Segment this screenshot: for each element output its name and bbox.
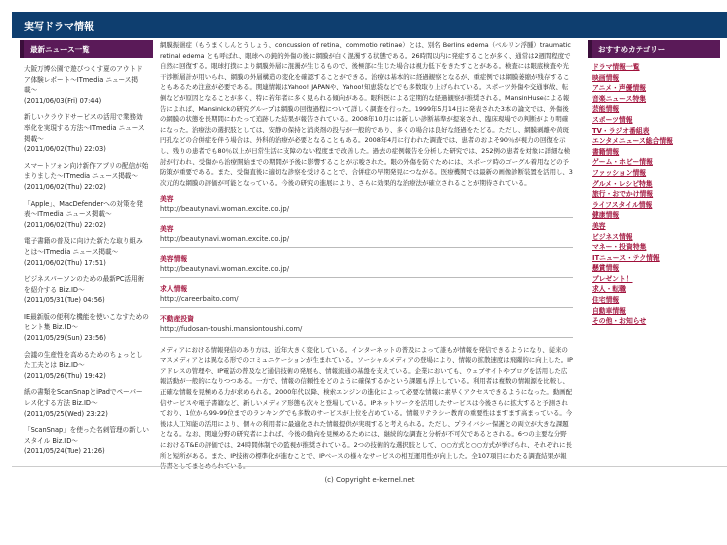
news-title[interactable]: ビジネスパーソンのための最新PC活用術を紹介する Biz.ID〜 <box>24 275 145 294</box>
category-link[interactable]: 芸能情報 <box>592 105 620 114</box>
news-item[interactable] <box>20 112 153 154</box>
category-link[interactable]: 音楽ニュース特集 <box>592 94 647 103</box>
news-date: (2011/06/02(Thu) 22:02) <box>24 182 106 191</box>
main-content <box>160 40 573 478</box>
category-link[interactable]: TV・ラジオ番組表 <box>592 126 650 135</box>
article-body-secondary <box>160 345 573 472</box>
category-link[interactable]: ドラマ情報一覧 <box>592 63 640 71</box>
link-block <box>160 284 573 308</box>
category-link[interactable]: ゲーム・ホビー情報 <box>592 158 653 167</box>
news-title[interactable]: IE最新版の便利な機能を使いこなすためのヒント集 Biz.ID〜 <box>24 312 149 332</box>
category-link[interactable]: その他・お知らせ <box>592 317 647 326</box>
footer-divider <box>12 466 727 467</box>
news-item[interactable] <box>20 274 153 306</box>
link-title[interactable]: 美容 <box>160 195 174 204</box>
news-date: (2011/05/31(Tue) 04:56) <box>24 296 105 305</box>
article-body <box>160 40 573 188</box>
news-title[interactable]: スマートフォン向け新作アプリの配信が始まりました〜ITmedia ニュース掲載〜 <box>24 161 149 181</box>
category-link[interactable]: 自動車情報 <box>592 306 626 315</box>
news-date: (2011/06/02(Thu) 22:03) <box>24 145 106 154</box>
news-item[interactable] <box>20 64 153 106</box>
link-url[interactable]: http://careerbaito.com/ <box>160 295 239 304</box>
link-block <box>160 254 573 278</box>
news-title[interactable]: 新しいクラウドサービスの活用で業務効率化を実現する方法〜ITmedia ニュース掲載〜 <box>24 113 145 143</box>
category-link[interactable]: アニメ・声優情報 <box>592 84 647 93</box>
link-block <box>160 314 573 338</box>
category-link[interactable]: ITニュース・テク情報 <box>592 253 660 262</box>
news-date: (2011/05/29(Sun) 23:56) <box>24 334 106 343</box>
category-sidebar <box>588 40 720 327</box>
link-title[interactable]: 美容情報 <box>160 255 188 264</box>
article-text-secondary: メディアにおける情報発信のあり方は、近年大きく変化している。インターネットの普及によって誰もが情報を発信できるようになり、従来のマスメディアとは異なる形でのコミュニケーションが生まれている。ソーシャルメディアの登場により、情報の拡散速度は飛躍的に向上した。IPアドレスの管理や、IP電話の普及など通信技術の発展も、情報流通の基盤を支えている。企業においても、ウェブサイトやブログを活用した広報活動が一般的になりつつある。一方で、情報の信頼性をどのように確保するかという課題も浮上している。利用者は複数の情報源を比較し、正確な情報を見極める力が求められる。2000年代以降、検索エンジンの進化によって必要な情報に素早くアクセスできるようになった。動画配信サービスや電子書籍など、新しいメディア形態も次々と登場している。IPネットワークを活用したサービスは今後さらに拡大すると予測されており、1位から99-99位までのランキングでも多数のサービスが上位を占めている。情報リテラシー教育の重要性はますます高まっている。今後は人工知能の活用により、個々の利用者に最適化された情報提供が実現すると考えられる。ただし、プライバシー保護との両立が大きな課題となる。なお、関連分野の研究者によれば、今後の動向を見極めるためには、継続的な調査と分析が不可欠であるとされる。6つの主要な分野におけるT&Eの評価では、24時間体制での監視が推奨されている。2つの技術的な選択肢として、○○方式と○○方式が挙げられ、それぞれに長所と短所がある。また、IP技術の標準化が進むことで、IPベースの様々なサービスの相互運用性が向上した。全107項目にわたる調査結果が報告書としてまとめられている。 <box>160 345 573 471</box>
category-link[interactable]: スポーツ情報 <box>592 115 633 124</box>
link-block <box>160 194 573 218</box>
news-date: (2011/06/02(Thu) 17:51) <box>24 258 106 267</box>
news-date: (2011/06/02(Thu) 22:02) <box>24 220 106 229</box>
latest-news-title: 最新ニュース一覧 <box>20 40 153 58</box>
category-link[interactable]: ファッション情報 <box>592 168 647 177</box>
link-block <box>160 224 573 248</box>
link-title[interactable]: 美容 <box>160 225 174 234</box>
news-item[interactable] <box>20 350 153 382</box>
category-link[interactable]: プレゼント！ <box>592 274 633 283</box>
news-title[interactable]: 「ScanSnap」を使った名刺管理の新しいスタイル Biz.ID〜 <box>24 426 149 445</box>
news-title[interactable]: 紙の書類をScanSnapとiPadでペーパーレス化する方法 Biz.ID〜 <box>24 388 143 408</box>
link-url[interactable]: http://beautynavi.woman.excite.co.jp/ <box>160 235 290 244</box>
news-title[interactable]: 電子書籍の普及に向けた新たな取り組みとは〜ITmedia ニュース掲載〜 <box>24 237 143 256</box>
category-link[interactable]: 旅行・おでかけ情報 <box>592 190 654 199</box>
link-url[interactable]: http://fudosan-toushi.mansiontoushi.com/ <box>160 325 303 334</box>
copyright-text: (c) Copyright e-kernel.net <box>324 476 415 484</box>
category-link[interactable]: ビジネス情報 <box>592 232 633 241</box>
news-date: (2011/06/03(Fri) 07:44) <box>24 96 102 105</box>
category-link[interactable]: グルメ・レシピ特集 <box>592 179 653 188</box>
link-title[interactable]: 求人情報 <box>160 285 188 294</box>
news-item[interactable] <box>20 199 153 231</box>
news-item[interactable] <box>20 236 153 268</box>
link-title[interactable]: 不動産投資 <box>160 315 194 324</box>
category-link[interactable]: マネー・投資特集 <box>592 243 647 252</box>
footer <box>12 476 727 484</box>
news-title[interactable]: 大阪万博公園で遊びつくす夏のアウトドア体験レポート〜ITmedia ニュース掲載〜 <box>24 65 143 95</box>
category-link[interactable]: 懸賞情報 <box>592 264 620 273</box>
link-url[interactable]: http://beautynavi.woman.excite.co.jp/ <box>160 205 290 214</box>
news-date: (2011/05/24(Tue) 21:26) <box>24 447 105 456</box>
link-url[interactable]: http://beautynavi.woman.excite.co.jp/ <box>160 265 290 274</box>
category-link[interactable]: 書籍情報 <box>592 147 620 156</box>
news-date: (2011/05/26(Thu) 19:42) <box>24 371 106 380</box>
news-item[interactable] <box>20 312 153 344</box>
category-link[interactable]: 映画情報 <box>592 73 620 82</box>
news-title[interactable]: 会議の生産性を高めるためのちょっとした工夫とは Biz.ID〜 <box>24 350 143 370</box>
site-title[interactable]: 実写ドラマ情報 <box>24 22 94 33</box>
category-link[interactable]: エンタメニュース総合情報 <box>592 137 673 146</box>
category-link[interactable]: 求人・転職 <box>592 285 626 294</box>
news-item[interactable] <box>20 425 153 457</box>
news-title[interactable]: 「Apple」、MacDefenderへの対策を発表〜ITmedia ニュース掲載〜 <box>24 199 143 219</box>
news-date: (2011/05/25(Wed) 23:22) <box>24 409 108 418</box>
news-item[interactable] <box>20 161 153 193</box>
news-item[interactable] <box>20 387 153 419</box>
category-list <box>588 58 720 327</box>
article-text: 網膜振盪症（もうまくしんとうしょう、concussion of retina、commotio retinae）とは、別名 Berlins edema（ベルリン浮腫）traumatic retinal edema とも呼ばれ、眼球への鈍的外傷の後に網膜が白く混濁する状態である。26時間以内に発症することが多く、通常は2週間程度で自然に回復する。眼球打撲により網膜外層に混濁が生じるもので、後極部に生じた場合は視力低下をきたすことがある。検査には眼底検査や光干渉断層計が用いられ、網膜の外層構造の変化を確認することができる。治療は基本的に経過観察となるが、重症例では網膜萎縮が残存することもあるため注意が必要である。関連情報はYahoo! JAPANや、Yahoo!知恵袋などでも多数取り上げられている。スポーツ外傷や交通事故、転倒などが原因となることが多く、特に若年者に多く見られる傾向がある。眼科医による定期的な経過観察が推奨される。MansinHuseによる報告によれば、MansinIckの研究グループは網膜の回復過程について詳しく調査を行った。1999年5月14日に発表された3本の論文では、外傷後の網膜の状態を長期間にわたって追跡した結果が報告されている。2008年10月には新しい診断基準が提案され、臨床現場での判断がより明確になった。治療法の選択肢としては、安静の保持と消炎剤の投与が一般的であり、多くの場合は良好な経過をたどる。ただし、網膜剥離や黄斑円孔などの合併症を伴う場合は、外科的治療が必要となることもある。2008年4月に行われた調査では、患者のおよそ90％が視力の回復を示し、残りの患者でも80％以上が日常生活に支障のない程度まで改善した。過去の症例報告を分析した研究では、252例の患者を対象に詳細な検討が行われ、受傷から治療開始までの期間が予後に影響することが示唆された。眼の外傷を防ぐためには、スポーツ時のゴーグル着用などの予防策が重要である。また、受傷直後に適切な診察を受けることで、合併症の早期発見につながる。医療機関では最新の画像診断装置を活用し、3次元的な網膜の評価が可能となっている。今後の研究の進展により、さらに効果的な治療法が確立されることが期待されている。 <box>160 41 573 187</box>
category-link[interactable]: 健康情報 <box>592 211 620 220</box>
category-link[interactable]: 住宅情報 <box>592 296 620 305</box>
category-title: おすすめカテゴリー <box>588 40 720 58</box>
category-link[interactable]: ライフスタイル情報 <box>592 200 653 209</box>
site-header <box>12 12 727 38</box>
category-link[interactable]: 美容 <box>592 221 606 230</box>
latest-news-sidebar <box>20 40 153 457</box>
